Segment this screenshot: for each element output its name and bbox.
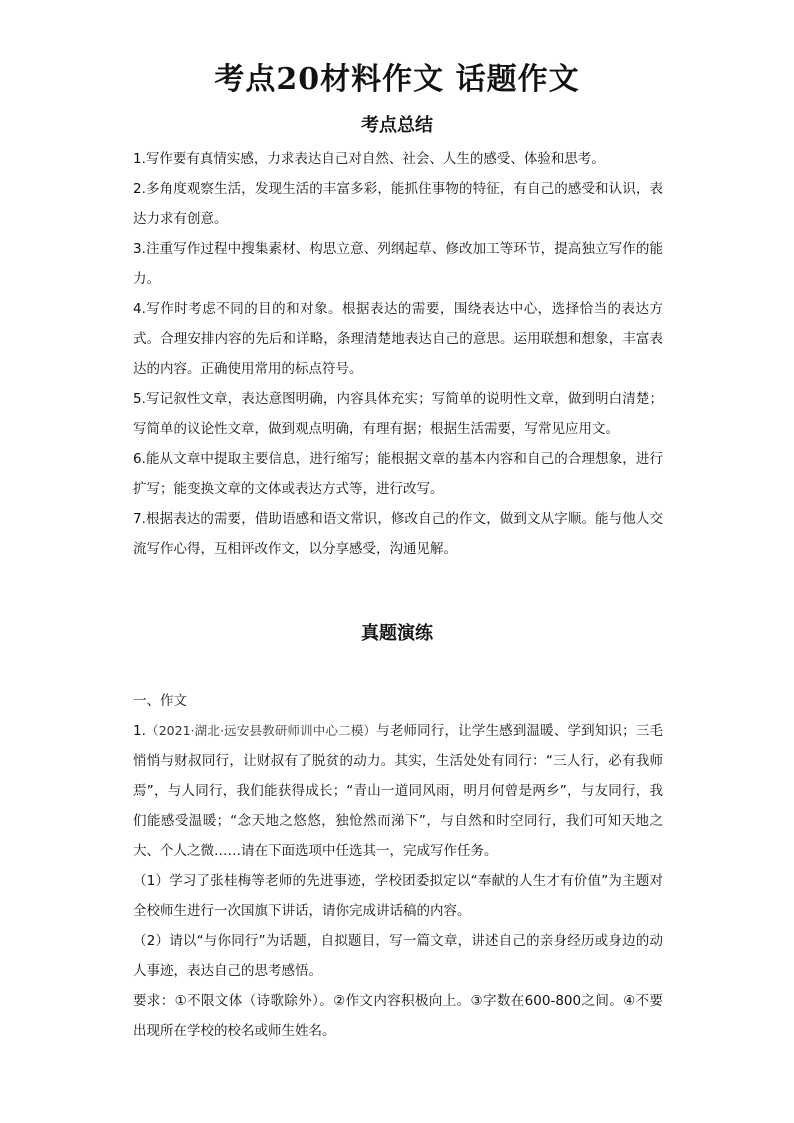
summary-point-1: 1.写作要有真情实感，力求表达自己对自然、社会、人生的感受、体验和思考。 [133,151,605,167]
summary-point-6: 6.能从文章中提取主要信息，进行缩写；能根据文章的基本内容和自己的合理想象，进行扩写；能变换文章的文体或表达方式等，进行改写。 [133,451,663,497]
question-number: 1. [133,723,146,739]
summary-point-5: 5.写记叙性文章，表达意图明确，内容具体充实；写简单的说明性文章，做到明白清楚；写简单的议论性文章，做到观点明确，有理有据；根据生活需要，写常见应用文。 [133,391,663,437]
summary-point-3: 3.注重写作过程中搜集素材、构思立意、列纲起草、修改加工等环节，提高独立写作的能力。 [133,241,663,287]
practice-content [133,686,663,1046]
question-source: （2021·湖北·远安县教研师训中心二模） [145,723,377,738]
summary-heading: 考点总结 [361,115,433,136]
question-option-2: （2）请以“与你同行”为话题，自拟题目，写一篇文章，讲述自己的亲身经历或身边的动人事迹，表达自己的思考感悟。 [133,933,663,979]
summary-point-2: 2.多角度观察生活，发现生活的丰富多彩，能抓住事物的特征，有自己的感受和认识，表达力求有创意。 [133,181,663,227]
summary-points [133,144,663,564]
question-requirements: 要求：①不限文体（诗歌除外）。②作文内容积极向上。③字数在600-800之间。④不要出现所在学校的校名或师生姓名。 [133,993,663,1039]
page-title: 考点20材料作文 话题作文 [214,62,580,97]
subsection-title: 一、作文 [133,693,187,709]
question-option-1: （1）学习了张桂梅等老师的先进事迹，学校团委拟定以“奉献的人生才有价值”为主题对全校师生进行一次国旗下讲话，请你完成讲话稿的内容。 [133,873,663,919]
practice-heading: 真题演练 [361,623,433,644]
summary-point-4: 4.写作时考虑不同的目的和对象。根据表达的需要，围绕表达中心，选择恰当的表达方式。合理安排内容的先后和详略，条理清楚地表达自己的意思。运用联想和想象，丰富表达的内容。正确使用常用的标点符号。 [133,301,663,377]
question-body: 与老师同行，让学生感到温暖、学到知识；三毛悄悄与财叔同行，让财叔有了脱贫的动力。其实，生活处处有同行：“三人行，必有我师焉”，与人同行，我们能获得成长；“青山一道同风雨，明月何曾是两乡”，与友同行，我们能感受温暖；“念天地之悠悠，独怆然而涕下”，与自然和时空同行，我们可知天地之大、个人之微……请在下面选项中任选其一，完成写作任务。 [133,723,663,859]
question-1 [133,716,663,866]
summary-point-7: 7.根据表达的需要，借助语感和语文常识，修改自己的作文，做到文从字顺。能与他人交流写作心得，互相评改作文，以分享感受，沟通见解。 [133,511,663,557]
